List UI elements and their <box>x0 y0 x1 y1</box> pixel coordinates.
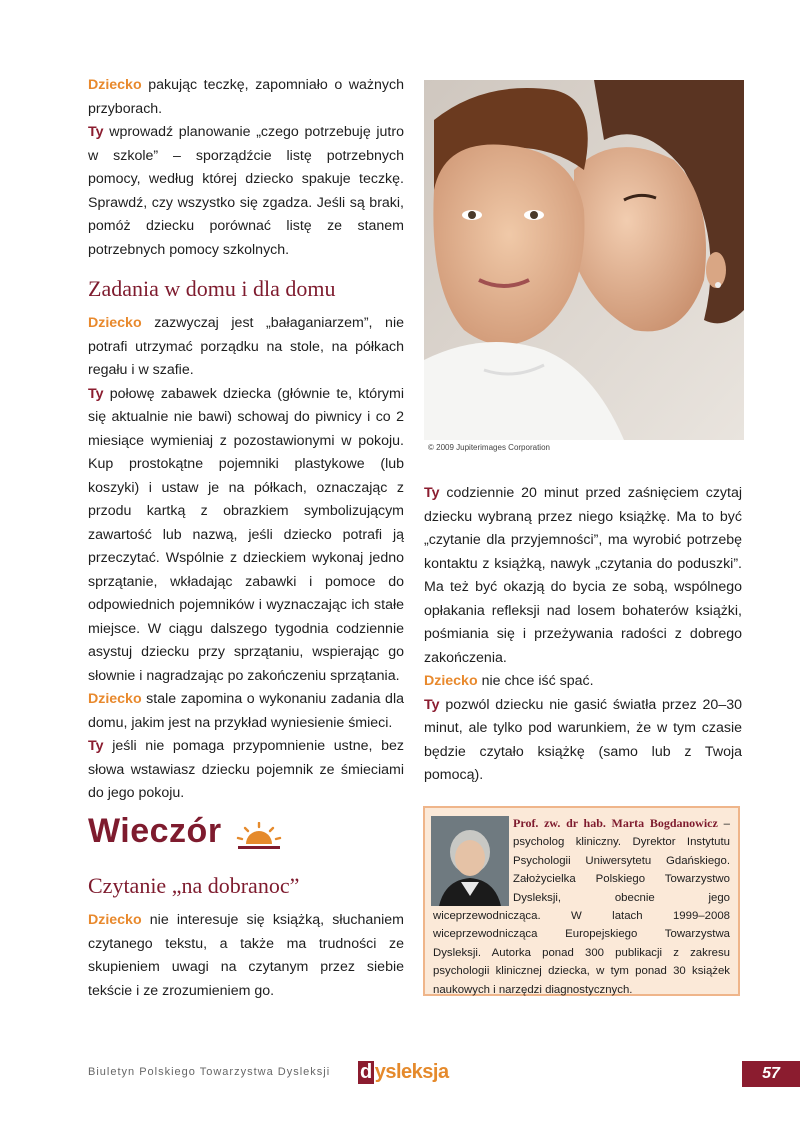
logo-letter-d: d <box>360 1061 372 1083</box>
label-ty: Ty <box>424 485 440 501</box>
page-number: 57 <box>742 1061 800 1087</box>
right-text-block <box>424 482 742 788</box>
mother-kissing-child-photo <box>424 80 744 440</box>
paragraph <box>88 312 404 383</box>
portrait-spacer <box>433 814 513 906</box>
paragraph-text: stale zapomina o wykonaniu zadania dla domu, jakim jest na przykład wyniesienie śmieci. <box>88 691 404 731</box>
paragraph <box>424 694 742 788</box>
label-ty: Ty <box>424 696 440 713</box>
paragraph-text: połowę zabawek dziecka (głównie te, którymi się aktualnie nie bawi) schowaj do piwnicy i co 2 miesiące wymieniaj z pozostawionymi w pokoju. Kup prostokątne pojemniki plastykowe (lub koszyki) i ustaw je na półkach, oznaczając z przodu kartką z obrazkiem symbolizującym zawartość lub nazwą, jeśli dziecko potrafi ją przeczytać. Wspólnie z dzieckiem wykonaj jedno sprzątanie, wkładając zabawki i pomoce do odpowiednich pojemników i wyznaczając ich stałe miejsce. W ciągu dalszego tygodnia codziennie asystuj dziecku przy sprzątaniu, wspierając go słownie i nagradzając po zakończeniu sprzątania. <box>88 385 404 684</box>
label-dziecko: Dziecko <box>88 691 142 707</box>
label-ty: Ty <box>88 124 104 140</box>
paragraph-text: nie chce iść spać. <box>477 673 594 689</box>
photo-illustration <box>424 80 744 440</box>
paragraph <box>88 735 404 806</box>
label-dziecko: Dziecko <box>88 77 142 93</box>
paragraph <box>424 482 742 670</box>
paragraph-text: pakując teczkę, zapomniało o ważnych przyborach. <box>88 77 404 117</box>
section-subheading-czytanie: Czytanie „na dobranoc” <box>88 873 300 898</box>
label-ty: Ty <box>88 738 104 754</box>
label-dziecko: Dziecko <box>424 673 478 689</box>
paragraph-text: codziennie 20 minut przed zaśnięciem czytaj dziecku wybraną przez niego książkę. Ma to być „czytanie dla przyjemności”, ma wyrobić potrzebę kontaktu z książką, nawyk „czytania do poduszki”. Ma też być okazją do bycia ze sobą, wspólnego opłakania refleksji nad losem bohaterów książki, pośmiania się i przeżywania radości z dobrego zakończenia. <box>424 485 742 666</box>
paragraph <box>88 383 404 689</box>
paragraph <box>88 74 404 121</box>
sunset-icon <box>236 822 282 852</box>
paragraph <box>88 909 404 1003</box>
label-dziecko: Dziecko <box>88 912 142 928</box>
intro-text-block <box>88 74 404 262</box>
photo-credit: © 2009 Jupiterimages Corporation <box>428 443 550 452</box>
section-heading-zadania: Zadania w domu i dla domu <box>88 276 336 301</box>
author-description: – psycholog kliniczny. Dyrektor Instytutu Psychologii Uniwersytetu Gdańskiego. Założycielka Polskiego Towarzystwo Dysleksji, obecnie jego wiceprzewodnicząca. W latach 1999–2008 wiceprzewodnicząca Europejskiego Towarzystwa Dysleksji. Autorka ponad 300 publikacji z zakresu psychologii klinicznej dziecka, w tym ponad 30 książek naukowych i narzędzi diagnostycznych. <box>433 818 730 996</box>
paragraph-text: jeśli nie pomaga przypomnienie ustne, bez słowa wstawiasz dziecku pojemnik ze śmieciami do jego pokoju. <box>88 738 404 801</box>
paragraph <box>88 121 404 262</box>
paragraph-text: nie interesuje się książką, słuchaniem czytanego tekstu, a także ma trudności ze skupieniem uwagi na czytanym przez siebie tekście i ze zrozumieniem go. <box>88 912 404 999</box>
logo-text: ysleksja <box>374 1061 449 1083</box>
author-bio-box <box>423 806 740 996</box>
paragraph-text: pozwól dziecku nie gasić światła przez 20–30 minut, ale tylko pod warunkiem, że w tym czasie będzie czytało książkę (samo lub z Twoja pomocą). <box>424 696 742 783</box>
czytanie-text-block <box>88 909 404 1003</box>
label-dziecko: Dziecko <box>88 315 142 331</box>
section-heading-wieczor: Wieczór <box>88 812 222 850</box>
author-bio-text <box>433 814 730 999</box>
zadania-text-block <box>88 312 404 806</box>
author-name: Prof. zw. dr hab. Marta Bogdanowicz <box>513 816 718 830</box>
paragraph <box>88 688 404 735</box>
publication-title: Biuletyn Polskiego Towarzystwa Dysleksji <box>88 1066 331 1078</box>
paragraph <box>424 670 742 694</box>
dysleksja-logo <box>358 1061 449 1084</box>
paragraph-text: wprowadź planowanie „czego potrzebuję jutro w szkole” – sporządźcie listę potrzebnych pomocy, według której dziecko spakuje teczkę. Sprawdź, czy wszystko się zgadza. Jeśli są braki, pomóż dziecku porównać listę ze stanem potrzebnych pomocy szkolnych. <box>88 124 404 258</box>
paragraph-text: zazwyczaj jest „bałaganiarzem”, nie potrafi utrzymać porządku na stole, na półkach regału i w szafie. <box>88 315 404 378</box>
label-ty: Ty <box>88 385 104 402</box>
